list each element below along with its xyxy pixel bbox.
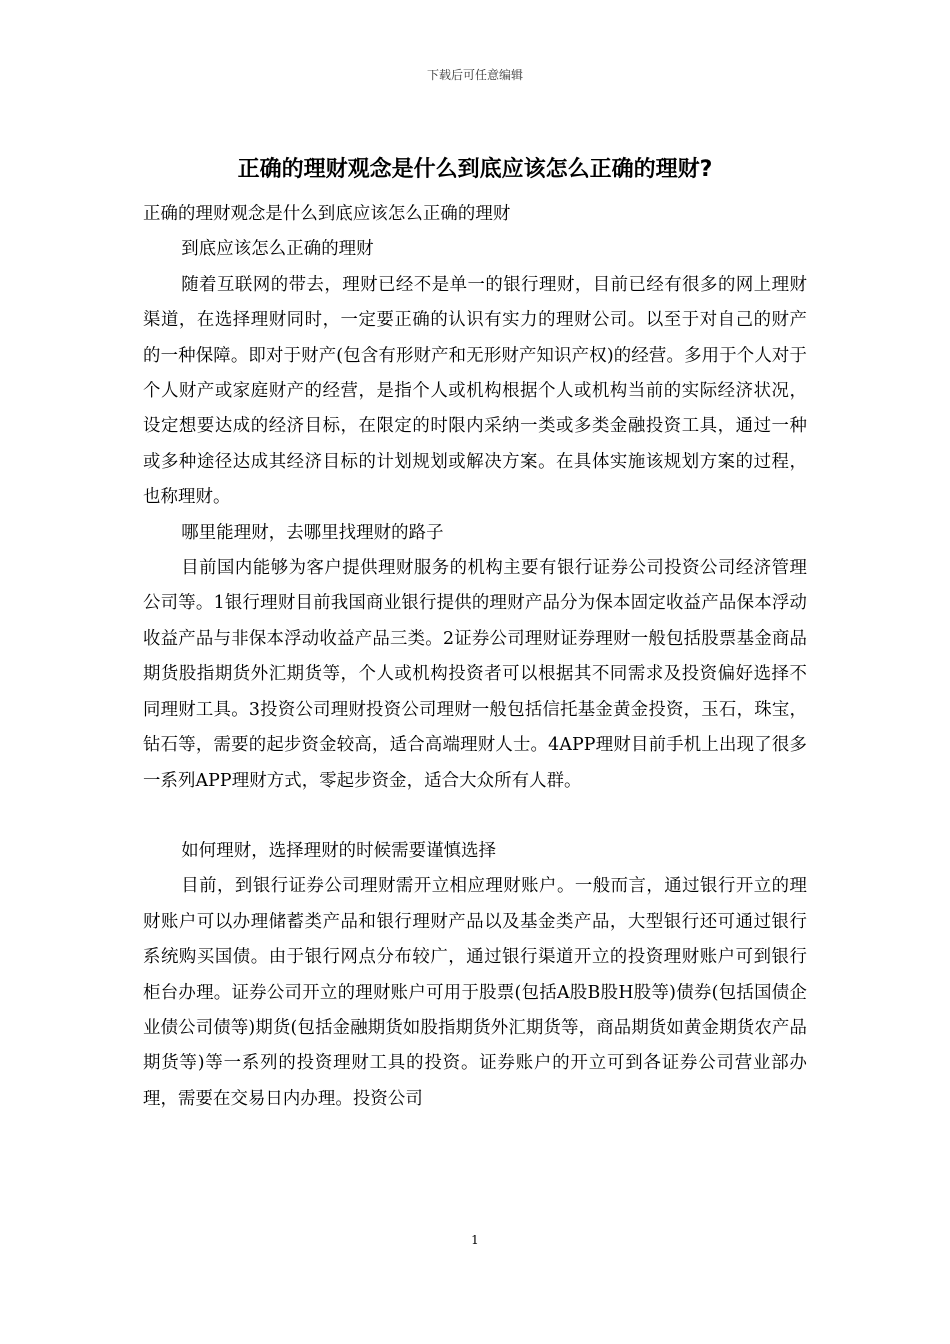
paragraph-institutions: 目前国内能够为客户提供理财服务的机构主要有银行证券公司投资公司经济管理公司等。1银行理财目前我国商业银行提供的理财产品分为保本固定收益产品保本浮动收益产品与非保本浮动收益产品三类。2证券公司理财证券理财一般包括股票基金商品期货股指期货外汇期货等，个人或机构投资者可以根据其不同需求及投资偏好选择不同理财工具。3投资公司理财投资公司理财一般包括信托基金黄金投资，玉石，珠宝，钻石等，需要的起步资金较高，适合高端理财人士。4APP理财目前手机上出现了很多一系列APP理财方式，零起步资金，适合大众所有人群。 (143, 558, 807, 791)
paragraph-heading-where: 哪里能理财，去哪里找理财的路子 (181, 522, 444, 543)
page-header-note: 下载后可任意编辑 (426, 68, 523, 82)
paragraph-intro: 随着互联网的带去，理财已经不是单一的银行理财，目前已经有很多的网上理财渠道，在选择理财同时，一定要正确的认识有实力的理财公司。以至于对自己的财产的一种保障。即对于财产(包含有形财产和无形财产知识产权)的经营。多用于个人对于个人财产或家庭财产的经营，是指个人或机构根据个人或机构当前的实际经济状况，设定想要达成的经济目标，在限定的时限内采纳一类或多类金融投资工具，通过一种或多种途径达成其经济目标的计划规划或解决方案。在具体实施该规划方案的过程，也称理财。 (143, 274, 807, 508)
paragraph-heading-choose: 如何理财，选择理财的时候需要谨慎选择 (181, 840, 497, 861)
document-body (143, 197, 807, 1117)
page-number: 1 (471, 1233, 479, 1247)
paragraph-subtitle: 正确的理财观念是什么到底应该怎么正确的理财 (143, 204, 511, 224)
paragraph-accounts: 目前，到银行证券公司理财需开立相应理财账户。一般而言，通过银行开立的理财账户可以办理储蓄类产品和银行理财产品以及基金类产品，大型银行还可通过银行系统购买国债。由于银行网点分布较广，通过银行渠道开立的投资理财账户可到银行柜台办理。证券公司开立的理财账户可用于股票(包括A股B股H股等)债券(包括国债企业债公司债等)期货(包括金融期货如股指期货外汇期货等，商品期货如黄金期货农产品期货等)等一系列的投资理财工具的投资。证券账户的开立可到各证券公司营业部办理，需要在交易日内办理。投资公司 (143, 876, 807, 1109)
paragraph-heading-how: 到底应该怎么正确的理财 (181, 239, 374, 260)
document-title: 正确的理财观念是什么到底应该怎么正确的理财? (237, 157, 713, 182)
paragraph-spacer (143, 799, 807, 834)
